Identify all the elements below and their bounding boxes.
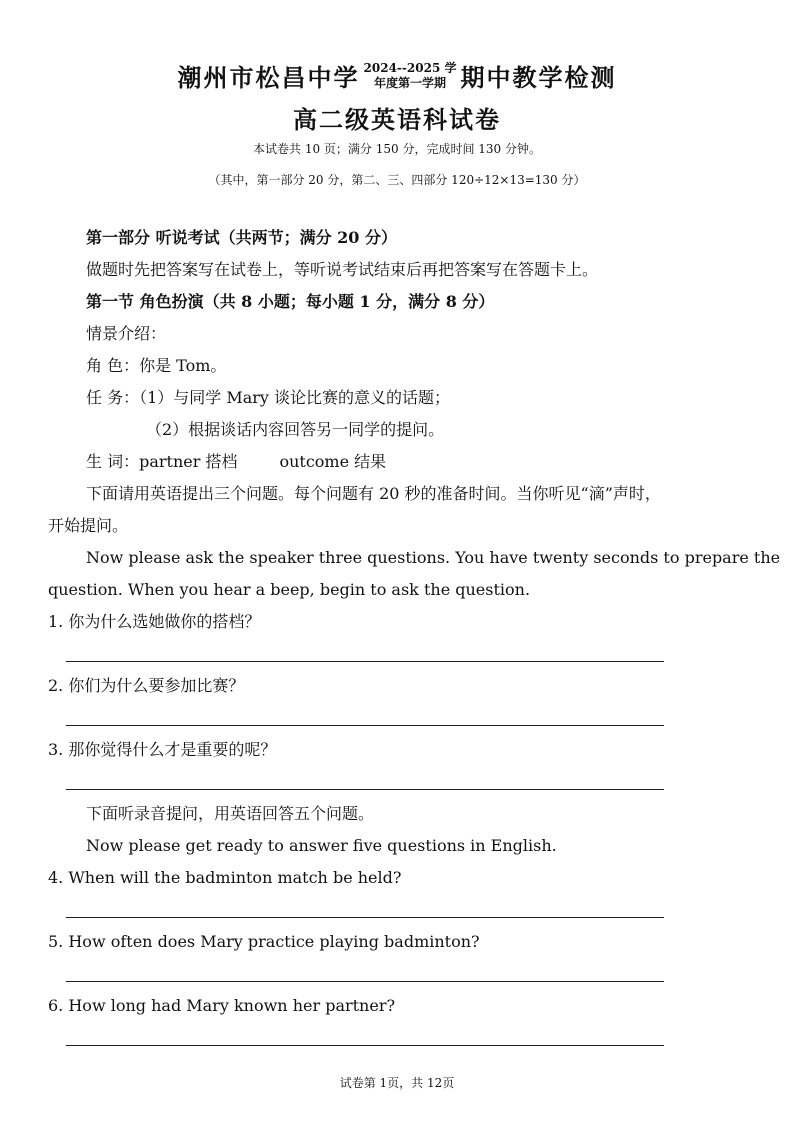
year-range: 2024--2025 学 xyxy=(363,60,457,75)
answer-line-4[interactable] xyxy=(66,917,664,918)
question-6: 6. How long had Mary known her partner? xyxy=(48,996,396,1015)
role-line: 角 色：你是 Tom。 xyxy=(86,356,227,375)
exam-subtitle: 高二级英语科试卷 xyxy=(293,105,501,134)
school-year xyxy=(364,61,457,91)
exam-name: 期中教学检测 xyxy=(460,63,617,92)
term: 年度第一学期 xyxy=(373,75,446,90)
answer-instruction-cn: 下面听录音提问，用英语回答五个问题。 xyxy=(86,804,375,823)
answer-line-6[interactable] xyxy=(66,1045,664,1046)
ask-instruction-cn-2: 开始提问。 xyxy=(48,516,129,535)
exam-title xyxy=(0,58,794,93)
exam-note-2: （其中，第一部分 20 分，第二、三、四部分 120÷12×13=130 分） xyxy=(208,173,586,187)
question-4: 4. When will the badminton match be held? xyxy=(48,868,402,887)
answer-line-5[interactable] xyxy=(66,981,664,982)
ask-instruction-cn-1: 下面请用英语提出三个问题。每个问题有 20 秒的准备时间。当你听见“滴”声时， xyxy=(86,484,661,503)
question-3: 3. 那你觉得什么才是重要的呢？ xyxy=(48,740,277,759)
scene-label: 情景介绍： xyxy=(86,324,167,343)
section1-heading: 第一节 角色扮演（共 8 小题；每小题 1 分，满分 8 分） xyxy=(86,292,495,311)
question-2: 2. 你们为什么要参加比赛？ xyxy=(48,676,245,695)
vocab-outcome: outcome 结果 xyxy=(279,452,387,471)
answer-line-3[interactable] xyxy=(66,789,664,790)
school-name: 潮州市松昌中学 xyxy=(177,63,360,92)
task-line-2: （2）根据谈话内容回答另一同学的提问。 xyxy=(146,420,445,439)
question-5: 5. How often does Mary practice playing badminton? xyxy=(48,932,480,951)
ask-instruction-en-2: question. When you hear a beep, begin to ask the question. xyxy=(48,580,531,599)
question-1: 1. 你为什么选她做你的搭档？ xyxy=(48,612,261,631)
part1-instruction: 做题时先把答案写在试卷上，等听说考试结束后再把答案写在答题卡上。 xyxy=(86,260,599,279)
part1-heading: 第一部分 听说考试（共两节；满分 20 分） xyxy=(86,228,397,247)
task-line-1: 任 务：（1）与同学 Mary 谈论比赛的意义的话题； xyxy=(86,388,451,407)
vocab-partner: 生 词：partner 搭档 xyxy=(86,452,238,471)
page-footer: 试卷第 1页，共 12页 xyxy=(339,1076,455,1090)
ask-instruction-en-1: Now please ask the speaker three questions. You have twenty seconds to prepare the xyxy=(86,548,781,567)
vocab-line xyxy=(86,452,386,472)
answer-line-1[interactable] xyxy=(66,661,664,662)
exam-note-1: 本试卷共 10 页；满分 150 分，完成时间 130 分钟。 xyxy=(253,142,541,156)
answer-line-2[interactable] xyxy=(66,725,664,726)
answer-instruction-en: Now please get ready to answer five questions in English. xyxy=(86,836,557,855)
